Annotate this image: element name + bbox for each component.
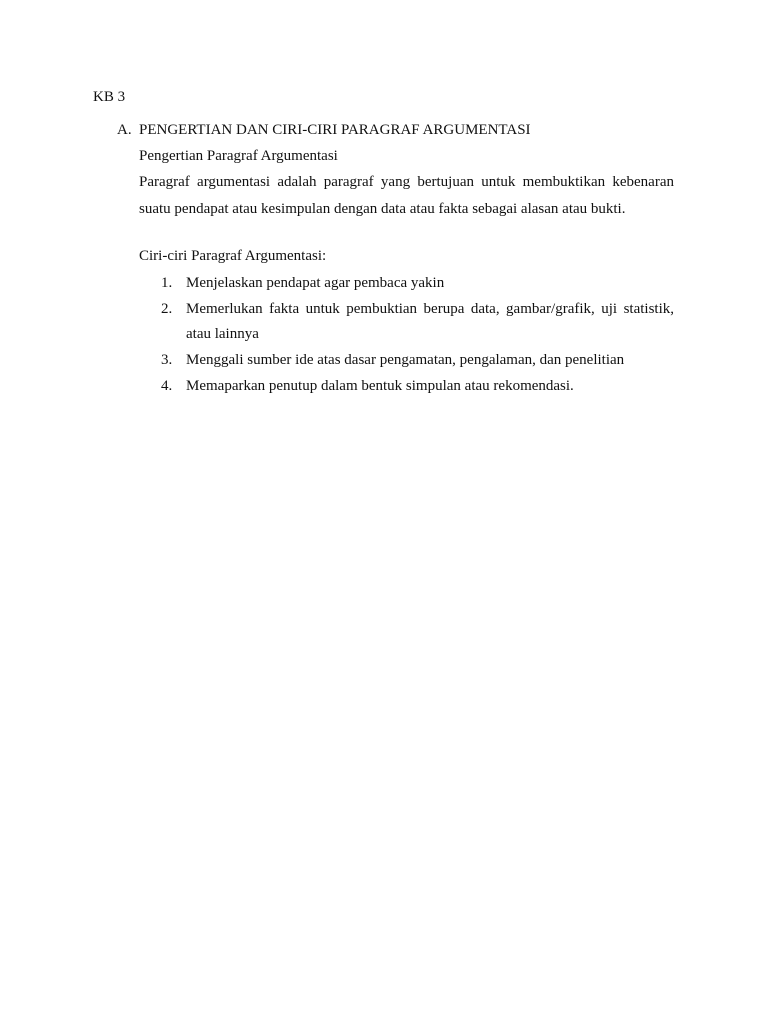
list-item-text: Memaparkan penutup dalam bentuk simpulan atau rekomendasi. bbox=[186, 378, 574, 394]
list-item bbox=[139, 271, 674, 296]
list-item bbox=[139, 348, 674, 373]
list-title: Ciri-ciri Paragraf Argumentasi: bbox=[139, 248, 327, 264]
list-item-number: 3. bbox=[161, 352, 173, 368]
document-label: KB 3 bbox=[93, 89, 126, 105]
list-item-number: 4. bbox=[161, 378, 173, 394]
section-title: PENGERTIAN DAN CIRI-CIRI PARAGRAF ARGUMENTASI bbox=[139, 122, 531, 138]
list-item-text: Menjelaskan pendapat agar pembaca yakin bbox=[186, 275, 445, 291]
subheading: Pengertian Paragraf Argumentasi bbox=[139, 148, 338, 164]
list-item-number: 1. bbox=[161, 275, 173, 291]
characteristics-list bbox=[139, 271, 674, 400]
list-item bbox=[139, 297, 674, 347]
list-item-text: Memerlukan fakta untuk pembuktian berupa data, gambar/grafik, uji statistik, atau lainnya bbox=[186, 301, 674, 342]
list-item-text: Menggali sumber ide atas dasar pengamatan, pengalaman, dan penelitian bbox=[186, 352, 625, 368]
list-item-number: 2. bbox=[161, 301, 173, 317]
section-letter: A. bbox=[117, 122, 132, 138]
list-item bbox=[139, 374, 674, 399]
definition-paragraph: Paragraf argumentasi adalah paragraf yang bertujuan untuk membuktikan kebenaran suatu pendapat atau kesimpulan dengan data atau fakta sebagai alasan atau bukti. bbox=[139, 174, 674, 217]
section-heading bbox=[117, 121, 531, 139]
